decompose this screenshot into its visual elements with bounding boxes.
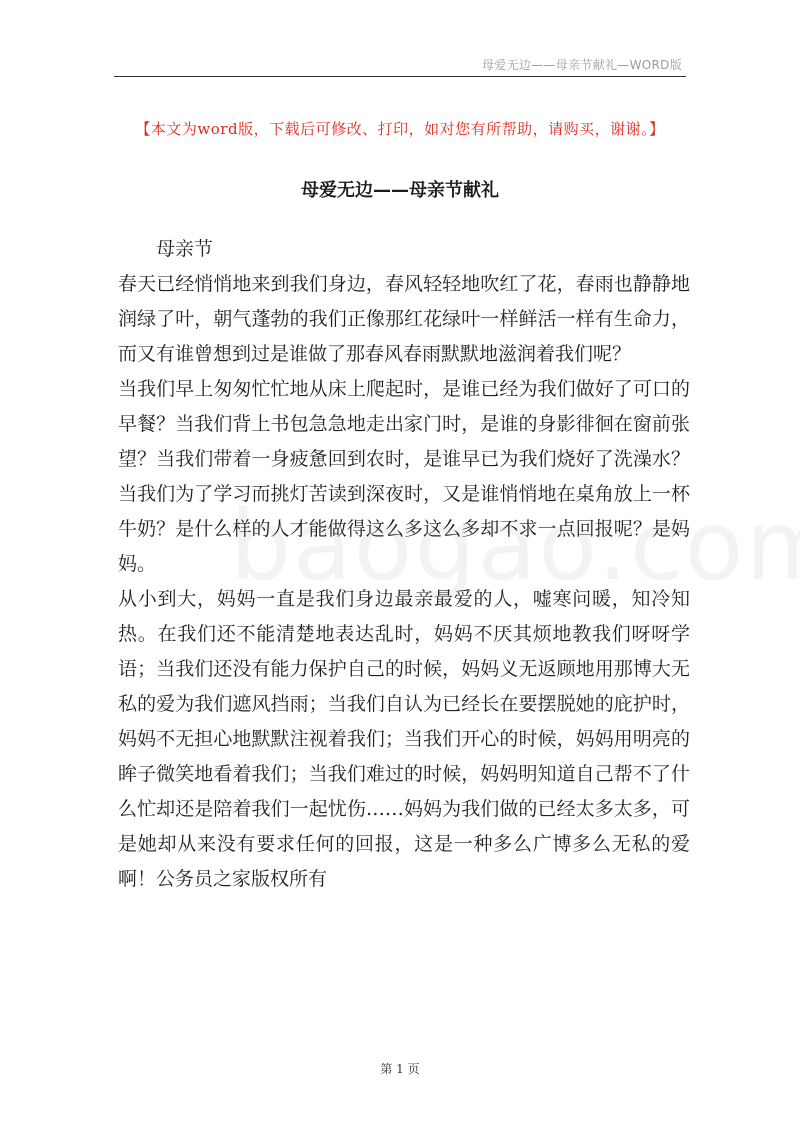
purchase-notice: 【本文为word版，下载后可修改、打印，如对您有所帮助，请购买，谢谢。】 bbox=[135, 120, 665, 138]
document-title: 母爱无边——母亲节献礼 bbox=[301, 180, 499, 201]
page-number: 第 1 页 bbox=[380, 1062, 420, 1076]
running-header: 母爱无边——母亲节献礼—WORD版 bbox=[482, 58, 682, 72]
paragraph: 春天已经悄悄地来到我们身边，春风轻轻地吹红了花，春雨也静静地润绿了叶，朝气蓬勃的我们正像那红花绿叶一样鲜活一样有生命力，而又有谁曾想到过是谁做了那春风春雨默默地滋润着我们呢？ bbox=[118, 273, 690, 365]
document-body bbox=[118, 232, 690, 897]
section-heading: 母亲节 bbox=[156, 238, 214, 260]
paragraph: 当我们早上匆匆忙忙地从床上爬起时，是谁已经为我们做好了可口的早餐？当我们背上书包急急地走出家门时，是谁的身影徘徊在窗前张望？当我们带着一身疲惫回到农时，是谁早已为我们烧好了洗澡水？当我们为了学习而挑灯苦读到深夜时，又是谁悄悄地在桌角放上一杯牛奶？是什么样的人才能做得这么多这么多却不求一点回报呢？是妈妈。 bbox=[118, 378, 690, 575]
paragraph: 从小到大，妈妈一直是我们身边最亲最爱的人，嘘寒问暖，知冷知热。在我们还不能清楚地表达乱时，妈妈不厌其烦地教我们呀呀学语；当我们还没有能力保护自己的时候，妈妈义无返顾地用那博大无私的爱为我们遮风挡雨；当我们自认为已经长在要摆脱她的庇护时，妈妈不无担心地默默注视着我们；当我们开心的时候，妈妈用明亮的眸子微笑地看着我们；当我们难过的时候，妈妈明知道自己帮不了什么忙却还是陪着我们一起忧伤……妈妈为我们做的已经太多太多，可是她却从来没有要求任何的回报，这是一种多么广博多么无私的爱啊！公务员之家版权所有 bbox=[118, 588, 690, 890]
header-divider bbox=[114, 76, 686, 77]
